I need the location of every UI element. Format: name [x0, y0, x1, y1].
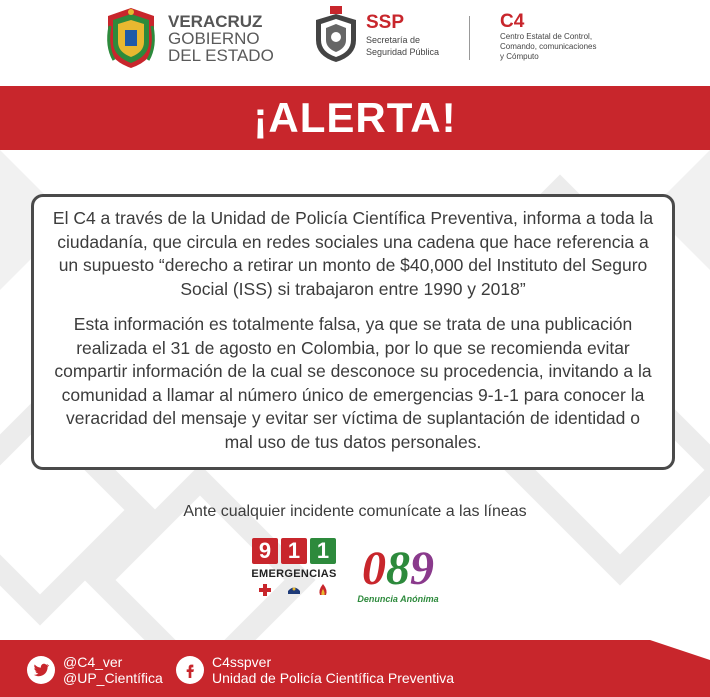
c4-title: C4	[500, 11, 525, 32]
message-box	[31, 194, 675, 470]
denuncia-089-logo	[353, 538, 443, 604]
ssp-subtitle-1: Secretaría de	[366, 35, 421, 45]
header-divider	[469, 16, 470, 60]
twitter-icon	[27, 656, 55, 684]
089-number: 089	[362, 542, 434, 594]
c4-logo	[500, 12, 620, 62]
police-cap-icon	[286, 582, 302, 598]
state-line1: VERACRUZ	[168, 11, 263, 31]
c4-subtitle-3: y Cómputo	[500, 52, 539, 61]
state-name	[168, 13, 274, 64]
veracruz-logo	[104, 6, 274, 70]
message-paragraph-2: Esta información es totalmente falsa, ya que se trata de una publicación realizada el 31 de agosto en Colombia, por lo que se recomienda evitar compartir información de la cual se desconoce su procedencia, invitando a la comunidad a llamar al número único de emergencias 9-1-1 para conocer la veracridad del mensaje y evitar ser víctima de suplantación de identidad o mal uso de tus datos personales.	[54, 314, 652, 452]
red-cross-icon	[257, 582, 273, 598]
alert-title: ¡ALERTA!	[253, 94, 457, 141]
c4-subtitle-1: Centro Estatal de Control,	[500, 32, 593, 41]
emergency-label: EMERGENCIAS	[251, 568, 337, 580]
ssp-title: SSP	[366, 12, 405, 33]
digit-1-first: 1	[281, 538, 307, 564]
089-graphic	[353, 538, 443, 594]
facebook-contact[interactable]	[176, 654, 454, 686]
message-paragraph-1: El C4 a través de la Unidad de Policía Científica Preventiva, informa a toda la ciudadanía, que circula en redes sociales una cadena que hace referencia a un supuesto “derecho a retirar un monto de $40,000 del Instituto del Seguro Social (ISS) si trabajaron entre 1990 y 2018”	[52, 208, 654, 299]
veracruz-shield-icon	[104, 6, 158, 70]
emergency-911-logo	[250, 538, 338, 610]
twitter-handle-2[interactable]: @UP_Científica	[63, 670, 163, 686]
ssp-subtitle-2: Seguridad Pública	[366, 47, 440, 57]
digit-1-second: 1	[310, 538, 336, 564]
ssp-shield-icon	[312, 6, 360, 64]
twitter-contact[interactable]	[27, 654, 163, 686]
twitter-handle-1[interactable]: @C4_ver	[63, 654, 123, 670]
facebook-page-2[interactable]: Unidad de Policía Científica Preventiva	[212, 670, 455, 686]
facebook-icon	[176, 656, 204, 684]
state-line2: GOBIERNO	[168, 28, 260, 48]
digit-9: 9	[252, 538, 278, 564]
fire-icon	[315, 582, 331, 598]
alert-banner	[0, 86, 710, 150]
header	[0, 0, 710, 86]
state-line3: DEL ESTADO	[168, 45, 274, 65]
denuncia-label: Denuncia Anónima	[357, 594, 439, 604]
ssp-logo	[312, 6, 439, 64]
contact-line: Ante cualquier incidente comunícate a las líneas	[183, 503, 527, 520]
c4-subtitle-2: Comando, comunicaciones	[500, 42, 597, 51]
facebook-page-1[interactable]: C4sspver	[212, 654, 272, 670]
